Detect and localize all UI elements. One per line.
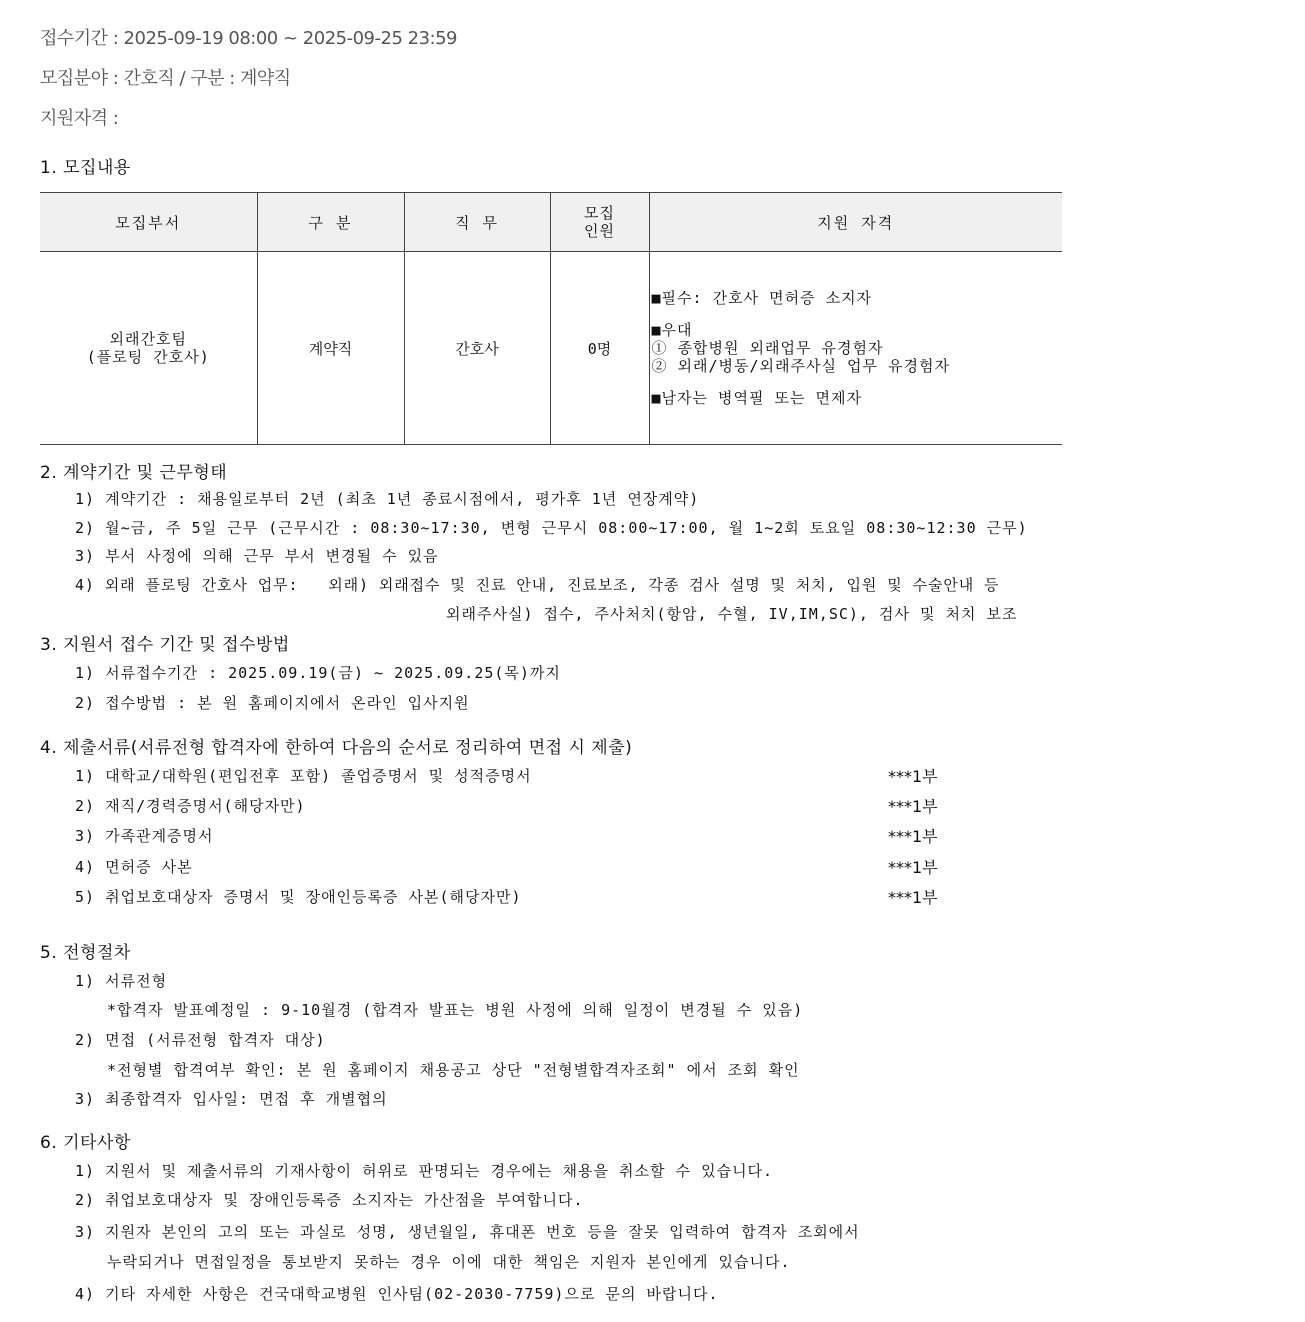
section4-title: 4. 제출서류(서류전형 합격자에 한하여 다음의 순서로 정리하여 면접 시 제출)	[40, 738, 633, 758]
section5-item-2-note: *전형별 합격여부 확인: 본 원 홈페이지 채용공고 상단 "전형별합격자조회" 에서 조회 확인	[107, 1061, 800, 1079]
section6-item-2: 2) 취업보호대상자 및 장애인등록증 소지자는 가산점을 부여합니다.	[75, 1191, 584, 1209]
section4-count-1: ***1부	[888, 767, 938, 786]
section4-count-5: ***1부	[888, 888, 938, 907]
section3-item-1: 1) 서류접수기간 : 2025.09.19(금) ~ 2025.09.25(목)까지	[75, 664, 561, 682]
dept-line2: (플로팅 간호사)	[86, 348, 210, 366]
section4-item-5: 5) 취업보호대상자 증명서 및 장애인등록증 사본(해당자만)	[75, 888, 522, 906]
qual-pref1: ① 종합병원 외래업무 유경험자	[651, 339, 884, 357]
recruitment-table	[40, 192, 1062, 445]
section1-title: 1. 모집내용	[40, 158, 131, 178]
section2-item-3: 3) 부서 사정에 의해 근무 부서 변경될 수 있음	[75, 547, 439, 565]
section5-item-1: 1) 서류전형	[75, 972, 168, 990]
section3-item-2: 2) 접수방법 : 본 원 홈페이지에서 온라인 입사지원	[75, 694, 470, 712]
section4-item-3: 3) 가족관계증명서	[75, 827, 214, 845]
dept-line1: 외래간호팀	[109, 330, 187, 348]
qual-preferred: ■우대	[651, 321, 693, 339]
section3-title: 3. 지원서 접수 기간 및 접수방법	[40, 635, 290, 655]
section4-count-2: ***1부	[888, 797, 938, 816]
section2-item-2: 2) 월~금, 주 5일 근무 (근무시간 : 08:30~17:30, 변형 근무시 08:00~17:00, 월 1~2회 토요일 08:30~12:30 근무)	[75, 519, 1028, 537]
table-row	[40, 252, 1062, 445]
qual-military: ■남자는 병역필 또는 면제자	[651, 389, 863, 407]
header-dept: 모집부서	[40, 193, 257, 252]
section6-title: 6. 기타사항	[40, 1133, 131, 1153]
section5-item-2: 2) 면접 (서류전형 합격자 대상)	[75, 1031, 326, 1049]
header-qualification: 지원 자격	[649, 193, 1062, 252]
section4-item-4: 4) 면허증 사본	[75, 858, 193, 876]
section4-count-4: ***1부	[888, 858, 938, 877]
qual-pref2: ② 외래/병동/외래주사실 업무 유경험자	[651, 357, 951, 375]
reception-period: 접수기간 : 2025-09-19 08:00 ~ 2025-09-25 23:59	[40, 28, 457, 49]
section2-item-1: 1) 계약기간 : 채용일로부터 2년 (최초 1년 종료시점에서, 평가후 1년 연장계약)	[75, 490, 700, 508]
section2-item-4: 4) 외래 플로팅 간호사 업무: 외래) 외래접수 및 진료 안내, 진료보조, 각종 검사 설명 및 처치, 입원 및 수술안내 등	[75, 576, 1000, 594]
header-category: 구 분	[257, 193, 404, 252]
section4-item-1: 1) 대학교/대학원(편입전후 포함) 졸업증명서 및 성적증명서	[75, 767, 532, 785]
qualification-label: 지원자격 :	[40, 108, 119, 129]
recruitment-field: 모집분야 : 간호직 / 구분 : 계약직	[40, 68, 291, 89]
section5-item-3: 3) 최종합격자 입사일: 면접 후 개별협의	[75, 1090, 388, 1108]
qual-required: ■필수: 간호사 면허증 소지자	[651, 289, 873, 307]
cell-duty: 간호사	[404, 252, 550, 445]
header-headcount-line2: 인원	[584, 222, 615, 240]
section6-item-4: 4) 기타 자세한 사항은 건국대학교병원 인사팀(02-2030-7759)으로 문의 바랍니다.	[75, 1285, 719, 1303]
section6-item-3-cont: 누락되거나 면접일정을 통보받지 못하는 경우 이에 대한 책임은 지원자 본인에게 있습니다.	[107, 1253, 791, 1271]
section4-item-2: 2) 재직/경력증명서(해당자만)	[75, 797, 306, 815]
section2-title: 2. 계약기간 및 근무형태	[40, 463, 228, 483]
section5-item-1-note: *합격자 발표예정일 : 9-10월경 (합격자 발표는 병원 사정에 의해 일정이 변경될 수 있음)	[107, 1001, 804, 1019]
cell-qualification	[649, 252, 1062, 445]
cell-headcount: 0명	[550, 252, 649, 445]
header-headcount-line1: 모집	[584, 204, 615, 222]
section6-item-1: 1) 지원서 및 제출서류의 기재사항이 허위로 판명되는 경우에는 채용을 취소할 수 있습니다.	[75, 1162, 774, 1180]
section4-count-3: ***1부	[888, 827, 938, 846]
section6-item-3: 3) 지원자 본인의 고의 또는 과실로 성명, 생년월일, 휴대폰 번호 등을 잘못 입력하여 합격자 조회에서	[75, 1223, 860, 1241]
section2-item-4-cont: 외래주사실) 접수, 주사처치(항암, 수혈, IV,IM,SC), 검사 및 처치 보조	[446, 605, 1018, 623]
cell-category: 계약직	[257, 252, 404, 445]
section5-title: 5. 전형절차	[40, 943, 131, 963]
header-headcount	[550, 193, 649, 252]
table-header-row	[40, 193, 1062, 252]
cell-dept	[40, 252, 257, 445]
header-duty: 직 무	[404, 193, 550, 252]
